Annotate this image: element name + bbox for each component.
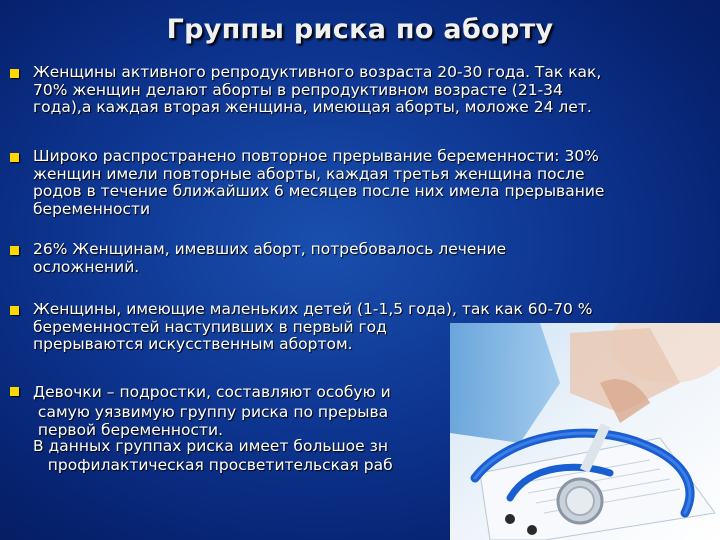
- bullet-text: [33, 241, 700, 276]
- bullet-line: прерываются искусственным абортом.: [33, 335, 353, 353]
- bullet-marker-icon: [10, 306, 19, 315]
- bullet-line: В данных группах риска имеет большое зн: [33, 437, 389, 455]
- medical-photo: [450, 323, 720, 540]
- bullet-line: Женщины активного репродуктивного возраста 20-30 года. Так как,: [33, 63, 602, 81]
- bullet-line: года),а каждая вторая женщина, имеющая аборты, моложе 24 лет.: [33, 98, 592, 116]
- bullet-text: [33, 64, 700, 117]
- bullet-line: Девочки – подростки, составляют особую и: [33, 383, 391, 401]
- bullet-line: Широко распространено повторное прерывание беременности: 30%: [33, 147, 599, 165]
- bullet-line: беременности: [33, 199, 151, 218]
- bullet-line: беременностей наступивших в первый год: [33, 317, 387, 336]
- bullet-marker-icon: [10, 153, 19, 162]
- bullet-marker-icon: [10, 69, 19, 78]
- bullet-marker-icon: [10, 387, 19, 396]
- bullet-line: 70% женщин делают аборты в репродуктивном возрасте (21-34: [33, 80, 563, 99]
- bullet-line: осложнений.: [33, 257, 140, 276]
- slide-title: Группы риска по аборту: [166, 14, 554, 45]
- bullet-line: профилактическая просветительская раб: [33, 456, 393, 474]
- bullet-line: родов в течение ближайших 6 месяцев после них имела прерывание: [33, 182, 605, 200]
- bullet-line: 26% Женщинам, имевших аборт, потребовалось лечение: [33, 240, 507, 258]
- stethoscope-clipboard-image: [450, 323, 720, 540]
- bullet-text: [33, 148, 700, 218]
- bullet-line: женщин имели повторные аборты, каждая третья женщина после: [33, 164, 585, 183]
- bullet-line: первой беременности.: [33, 421, 224, 439]
- bullet-line: Женщины, имеющие маленьких детей (1-1,5 года), так как 60-70 %: [33, 300, 593, 318]
- bullet-line: самую уязвимую группу риска по прерыва: [33, 403, 389, 421]
- bullet-marker-icon: [10, 246, 19, 255]
